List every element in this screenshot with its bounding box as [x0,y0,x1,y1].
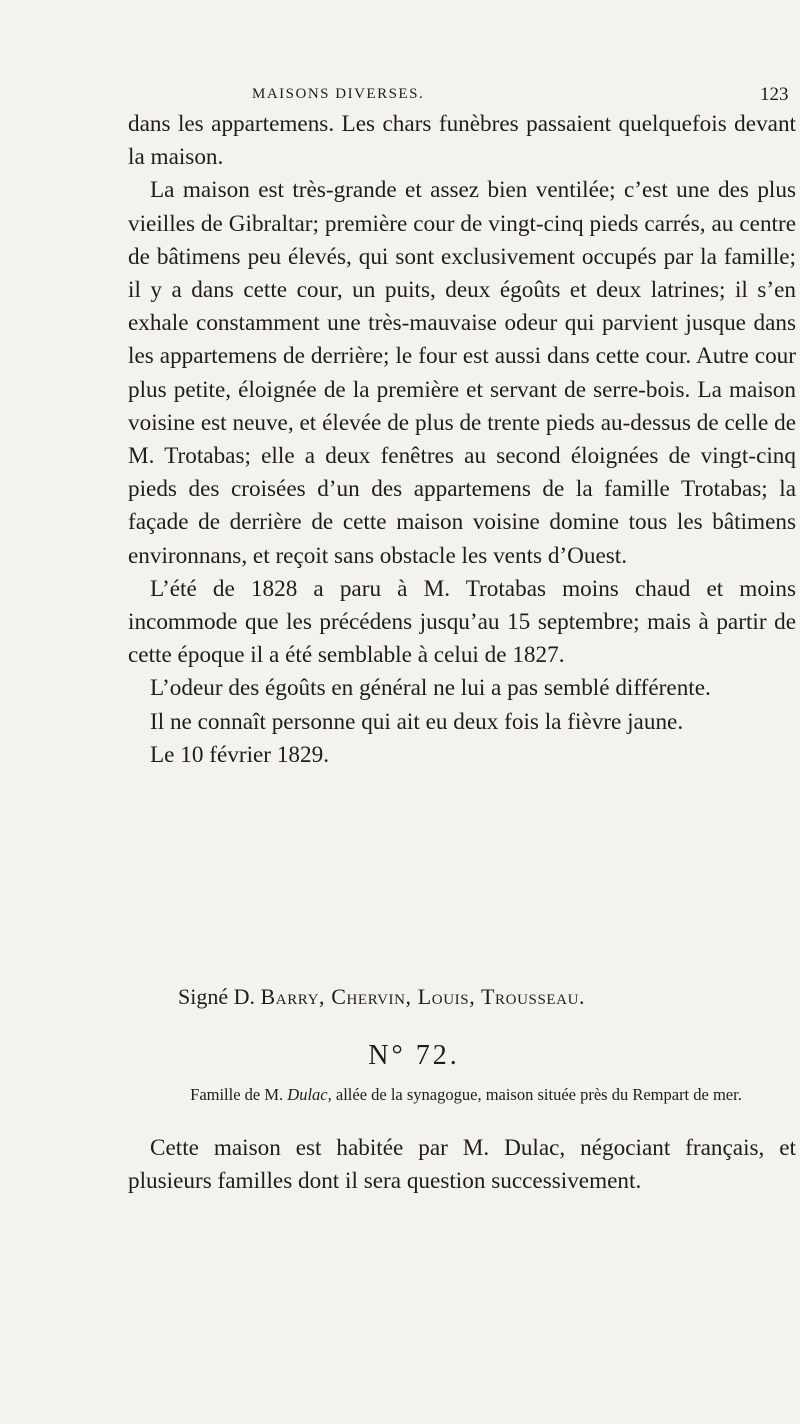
running-head: MAISONS DIVERSES. [252,86,425,102]
document-number: N° 72. [368,1040,460,1071]
heading-note-rest: allée de la synagogue, maison située près du Rempart de mer. [335,1085,742,1104]
heading-note-name: Dulac, [287,1085,332,1104]
document-heading-note [136,1084,796,1106]
paragraph-yellow-fever: Il ne connaît personne qui ait eu deux fois la fièvre jaune. [150,708,684,735]
signature-names: Barry, Chervin, Louis, Trousseau. [260,984,586,1009]
heading-note-prefix: Famille de M. [190,1085,284,1104]
page-number: 123 [760,84,789,105]
signature-line [178,984,585,1010]
paragraph-house-description: La maison est très-grande et assez bien ventilée; c’est une des plus vieilles de Gibraltar; première cour de vingt-cinq pieds carrés, au centre de bâtimens peu élevés, qui sont exclusivement occupés par la famille; il y a dans cette cour, un puits, deux égoûts et deux latrines; il s’en exhale constamment une très-mauvaise odeur qui parvient jusque dans les appartemens de derrière; le four est aussi dans cette cour. Autre cour plus petite, éloignée de la première et servant de serre-bois. La maison voisine est neuve, et élevée de plus de trente pieds au-dessus de celle de M. Trotabas; elle a deux fenêtres au second éloignées de vingt-cinq pieds des croisées d’un des appartemens de la famille Trotabas; la façade de derrière de cette maison voisine domine tous les bâtimens environnans, et reçoit sans obstacle les vents d’Ouest. [128,177,796,569]
paragraph-continuation: dans les appartemens. Les chars funèbres passaient quelquefois devant la maison. [128,111,796,171]
body-text-section [128,1132,796,1198]
paragraph-date: Le 10 février 1829. [150,741,329,768]
paragraph-sewer-odor: L’odeur des égoûts en général ne lui a pas semblé différente. [150,675,711,702]
paragraph-dulac-house: Cette maison est habitée par M. Dulac, négociant français, et plusieurs familles dont il sera question successivement. [128,1135,796,1195]
signature-prefix: Signé D. [178,984,255,1009]
body-text [128,108,796,772]
paragraph-summer-1828: L’été de 1828 a paru à M. Trotabas moins chaud et moins incommode que les précédens jusqu’au 15 septembre; mais à partir de cette époque il a été semblable à celui de 1827. [128,575,796,669]
